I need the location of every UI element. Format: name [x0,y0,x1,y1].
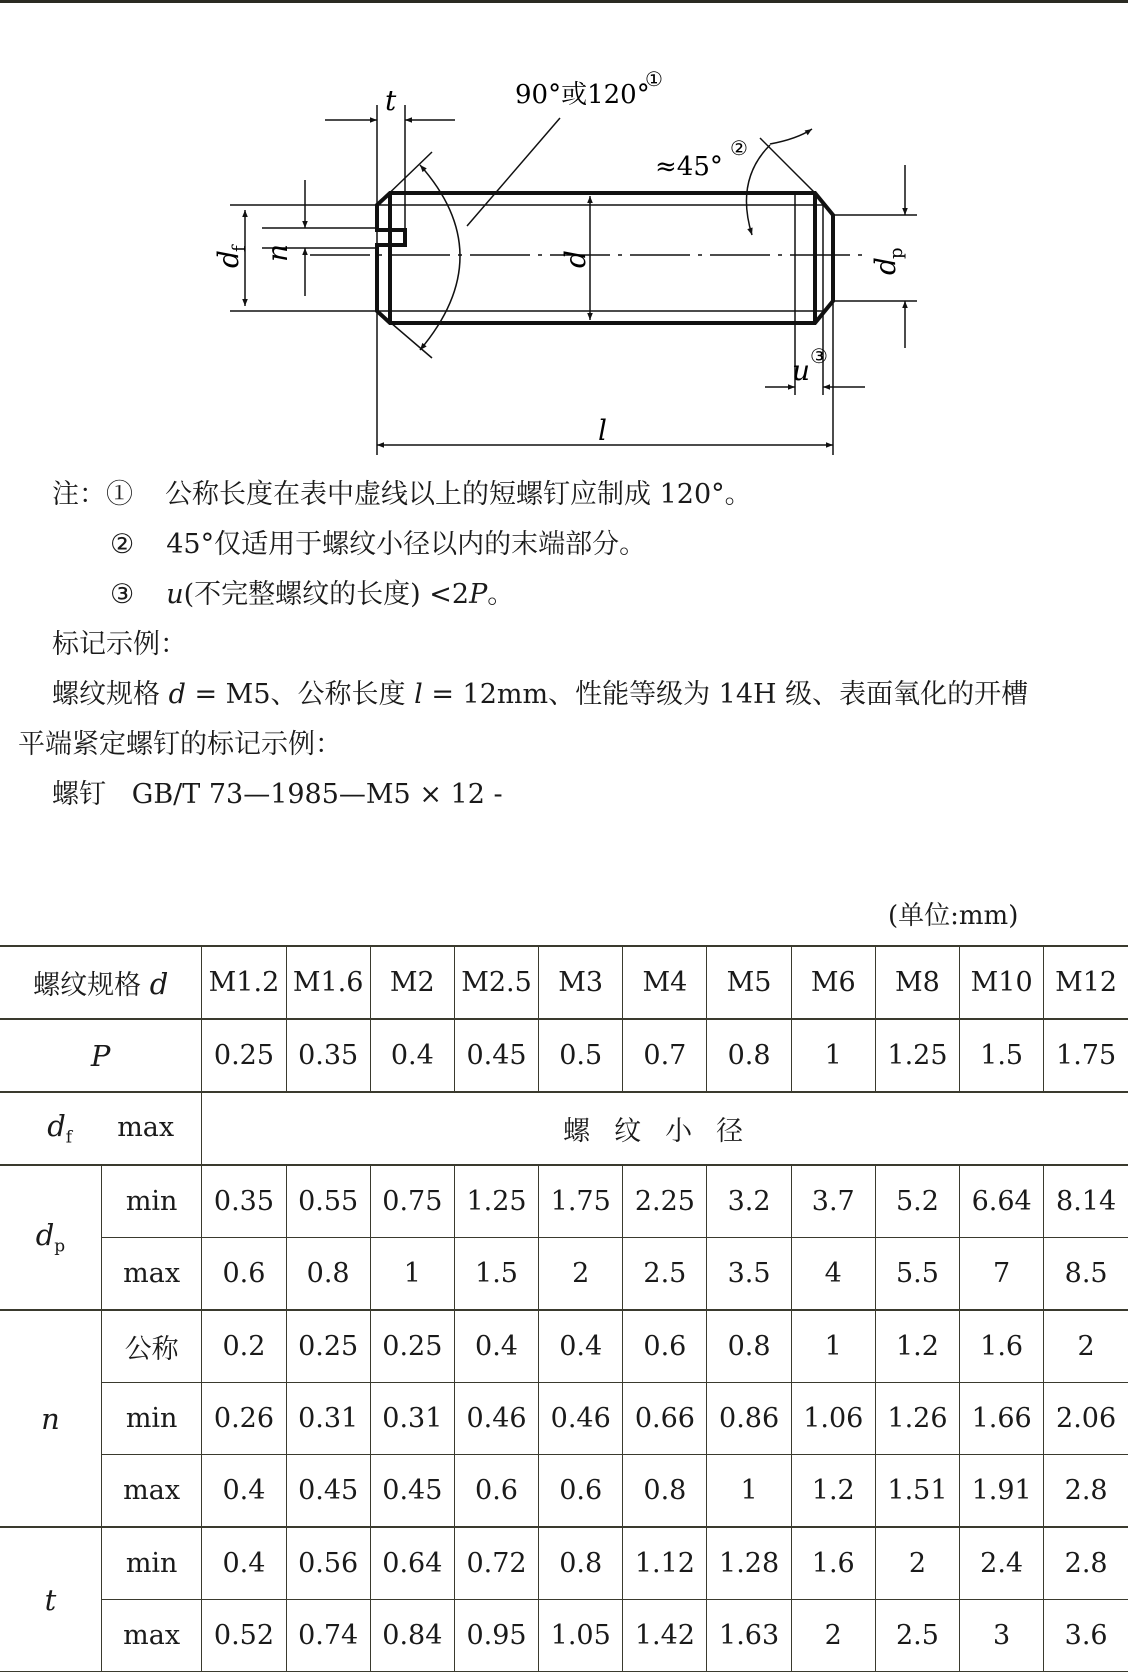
dp-cell: 1.25 [454,1165,538,1238]
n-cell: 0.8 [623,1455,707,1528]
t-cell: 0.74 [286,1600,370,1672]
n-cell: 0.25 [370,1310,454,1383]
n-cell: 1.2 [791,1455,875,1528]
note-2-text: 45°仅适用于螺纹小径以内的末端部分。 [166,529,647,560]
dp-label: $d_p$ [0,1165,101,1310]
t-cell: 1.05 [539,1600,623,1672]
size-cell: M8 [875,946,959,1019]
row-df [0,1092,1128,1165]
set-screw-drawing [0,0,1128,460]
row-dp-max [0,1238,1128,1311]
n-cell: 0.45 [286,1455,370,1528]
n-cell: 1.06 [791,1383,875,1455]
row-n-nominal [0,1310,1128,1383]
p-label: P [0,1019,202,1092]
dp-cell: 5.2 [875,1165,959,1238]
n-min-qual: min [101,1383,201,1455]
label-note2-ref: ② [730,136,748,160]
label-angle-head: 90°或120° [515,80,650,110]
label-note1-ref: ① [645,67,663,91]
t-cell: 2 [791,1600,875,1672]
row-size [0,946,1128,1019]
note-3-var2: P [469,579,488,610]
dp-cell: 8.14 [1044,1165,1128,1238]
n-cell: 0.31 [286,1383,370,1455]
dp-cell: 0.8 [286,1238,370,1311]
n-cell: 2.8 [1044,1455,1128,1528]
t-cell: 3.6 [1044,1600,1128,1672]
dp-cell: 4 [791,1238,875,1311]
label-d: d [559,250,592,268]
n-cell: 1 [791,1310,875,1383]
marking-desc-line1 [52,670,1028,720]
spec-table [0,945,1128,1672]
t-cell: 0.64 [370,1527,454,1600]
size-cell: M5 [707,946,791,1019]
t-cell: 0.4 [202,1527,286,1600]
label-t: t [385,84,397,117]
t-cell: 0.8 [539,1527,623,1600]
t-cell: 2.8 [1044,1527,1128,1600]
dp-cell: 7 [960,1238,1044,1311]
dp-cell: 2.5 [623,1238,707,1311]
row-n-max [0,1455,1128,1528]
n-cell: 0.2 [202,1310,286,1383]
note-3-text: (不完整螺纹的长度) <2 [183,579,470,610]
unit-label: (单位:mm) [888,901,1019,931]
row-dp-min [0,1165,1128,1238]
p-cell: 0.4 [370,1019,454,1092]
row-t-max [0,1600,1128,1672]
row-n-min [0,1383,1128,1455]
t-cell: 0.52 [202,1600,286,1672]
n-cell: 0.31 [370,1383,454,1455]
t-cell: 2.5 [875,1600,959,1672]
note-3 [110,570,514,620]
n-cell: 1.91 [960,1455,1044,1528]
dp-cell: 8.5 [1044,1238,1128,1311]
n-cell: 2.06 [1044,1383,1128,1455]
n-cell: 0.8 [707,1310,791,1383]
dp-cell: 1.75 [539,1165,623,1238]
note-1 [52,470,752,520]
p-cell: 1.5 [960,1019,1044,1092]
note-1-text: 公称长度在表中虚线以上的短螺钉应制成 120°。 [165,479,752,510]
size-cell: M2 [370,946,454,1019]
size-cell: M10 [960,946,1044,1019]
n-cell: 1 [707,1455,791,1528]
t-cell: 2 [875,1527,959,1600]
header-size-label: 螺纹规格 d [0,946,202,1019]
dp-cell: 0.75 [370,1165,454,1238]
p-cell: 0.45 [454,1019,538,1092]
t-label: t [0,1527,101,1672]
screw-body-outline [377,193,833,323]
dp-min-qual: min [101,1165,201,1238]
n-nominal-qual: 公称 [101,1310,201,1383]
size-cell: M2.5 [454,946,538,1019]
size-cell: M4 [623,946,707,1019]
marking-title: 标记示例： [52,629,187,660]
note-2 [110,520,646,570]
n-max-qual: max [101,1455,201,1528]
label-n: n [261,243,294,262]
p-cell: 0.5 [539,1019,623,1092]
dp-cell: 1 [370,1238,454,1311]
t-cell: 0.95 [454,1600,538,1672]
t-cell: 0.56 [286,1527,370,1600]
df-label: $d_f$ max [0,1092,202,1165]
n-cell: 0.6 [539,1455,623,1528]
n-cell: 0.4 [454,1310,538,1383]
row-p [0,1019,1128,1092]
n-cell: 0.26 [202,1383,286,1455]
n-cell: 0.6 [623,1310,707,1383]
t-cell: 3 [960,1600,1044,1672]
label-note3-ref: ③ [810,344,828,368]
t-cell: 1.12 [623,1527,707,1600]
note-1-mark: ① [106,479,133,510]
size-cell: M6 [791,946,875,1019]
p-cell: 0.8 [707,1019,791,1092]
t-cell: 1.28 [707,1527,791,1600]
label-u: u [792,354,811,387]
n-cell: 1.66 [960,1383,1044,1455]
label-df-sub: f [229,245,250,252]
size-cell: M1.2 [202,946,286,1019]
marking-desc-1e: = 12mm、性能等级为 14H 级、表面氧化的开槽 [422,679,1029,710]
dp-cell: 3.7 [791,1165,875,1238]
size-cell: M12 [1044,946,1128,1019]
label-angle-tip: ≈45° [655,152,723,182]
note-3-tail: 。 [487,579,515,610]
df-span-cell: 螺纹小径 [202,1092,1128,1165]
t-cell: 0.84 [370,1600,454,1672]
size-cell: M3 [539,946,623,1019]
p-cell: 1 [791,1019,875,1092]
n-cell: 0.86 [707,1383,791,1455]
marking-example: 螺钉 GB/T 73—1985—M5 × 12 - [52,779,503,810]
label-dp-sub: p [886,247,907,259]
note-2-mark: ② [110,529,135,560]
t-cell: 1.6 [791,1527,875,1600]
dp-cell: 0.6 [202,1238,286,1311]
n-cell: 1.51 [875,1455,959,1528]
n-cell: 0.25 [286,1310,370,1383]
row-t-min [0,1527,1128,1600]
n-cell: 1.2 [875,1310,959,1383]
n-cell: 1.26 [875,1383,959,1455]
t-cell: 1.63 [707,1600,791,1672]
t-cell: 2.4 [960,1527,1044,1600]
label-df: d [212,250,245,268]
size-cell: M1.6 [286,946,370,1019]
dp-cell: 5.5 [875,1238,959,1311]
t-cell: 1.42 [623,1600,707,1672]
notes-prefix: 注： [52,479,106,510]
p-cell: 0.25 [202,1019,286,1092]
note-3-var: u [166,579,184,610]
note-3-mark: ③ [110,579,135,610]
label-l: l [598,414,607,447]
t-min-qual: min [101,1527,201,1600]
dp-cell: 2 [539,1238,623,1311]
n-cell: 0.66 [623,1383,707,1455]
n-cell: 0.46 [539,1383,623,1455]
marking-desc-line2: 平端紧定螺钉的标记示例： [18,729,342,760]
dp-cell: 0.35 [202,1165,286,1238]
dp-cell: 2.25 [623,1165,707,1238]
n-cell: 0.45 [370,1455,454,1528]
p-cell: 0.35 [286,1019,370,1092]
n-label: n [0,1310,101,1527]
marking-desc-1a: 螺纹规格 [52,679,169,710]
label-dp: d [869,257,902,275]
dp-cell: 3.2 [707,1165,791,1238]
p-cell: 1.25 [875,1019,959,1092]
t-cell: 0.72 [454,1527,538,1600]
n-cell: 0.4 [539,1310,623,1383]
n-cell: 0.6 [454,1455,538,1528]
p-cell: 0.7 [623,1019,707,1092]
dp-cell: 3.5 [707,1238,791,1311]
n-cell: 2 [1044,1310,1128,1383]
n-cell: 0.46 [454,1383,538,1455]
t-max-qual: max [101,1600,201,1672]
n-cell: 1.6 [960,1310,1044,1383]
dp-cell: 1.5 [454,1238,538,1311]
dp-cell: 6.64 [960,1165,1044,1238]
df-qual: max [117,1112,175,1144]
dp-cell: 0.55 [286,1165,370,1238]
dp-max-qual: max [101,1238,201,1311]
marking-desc-1c: = M5、公称长度 [185,679,415,710]
p-cell: 1.75 [1044,1019,1128,1092]
marking-desc-var-d: d [168,679,186,710]
n-cell: 0.4 [202,1455,286,1528]
marking-desc-var-l: l [414,679,423,710]
